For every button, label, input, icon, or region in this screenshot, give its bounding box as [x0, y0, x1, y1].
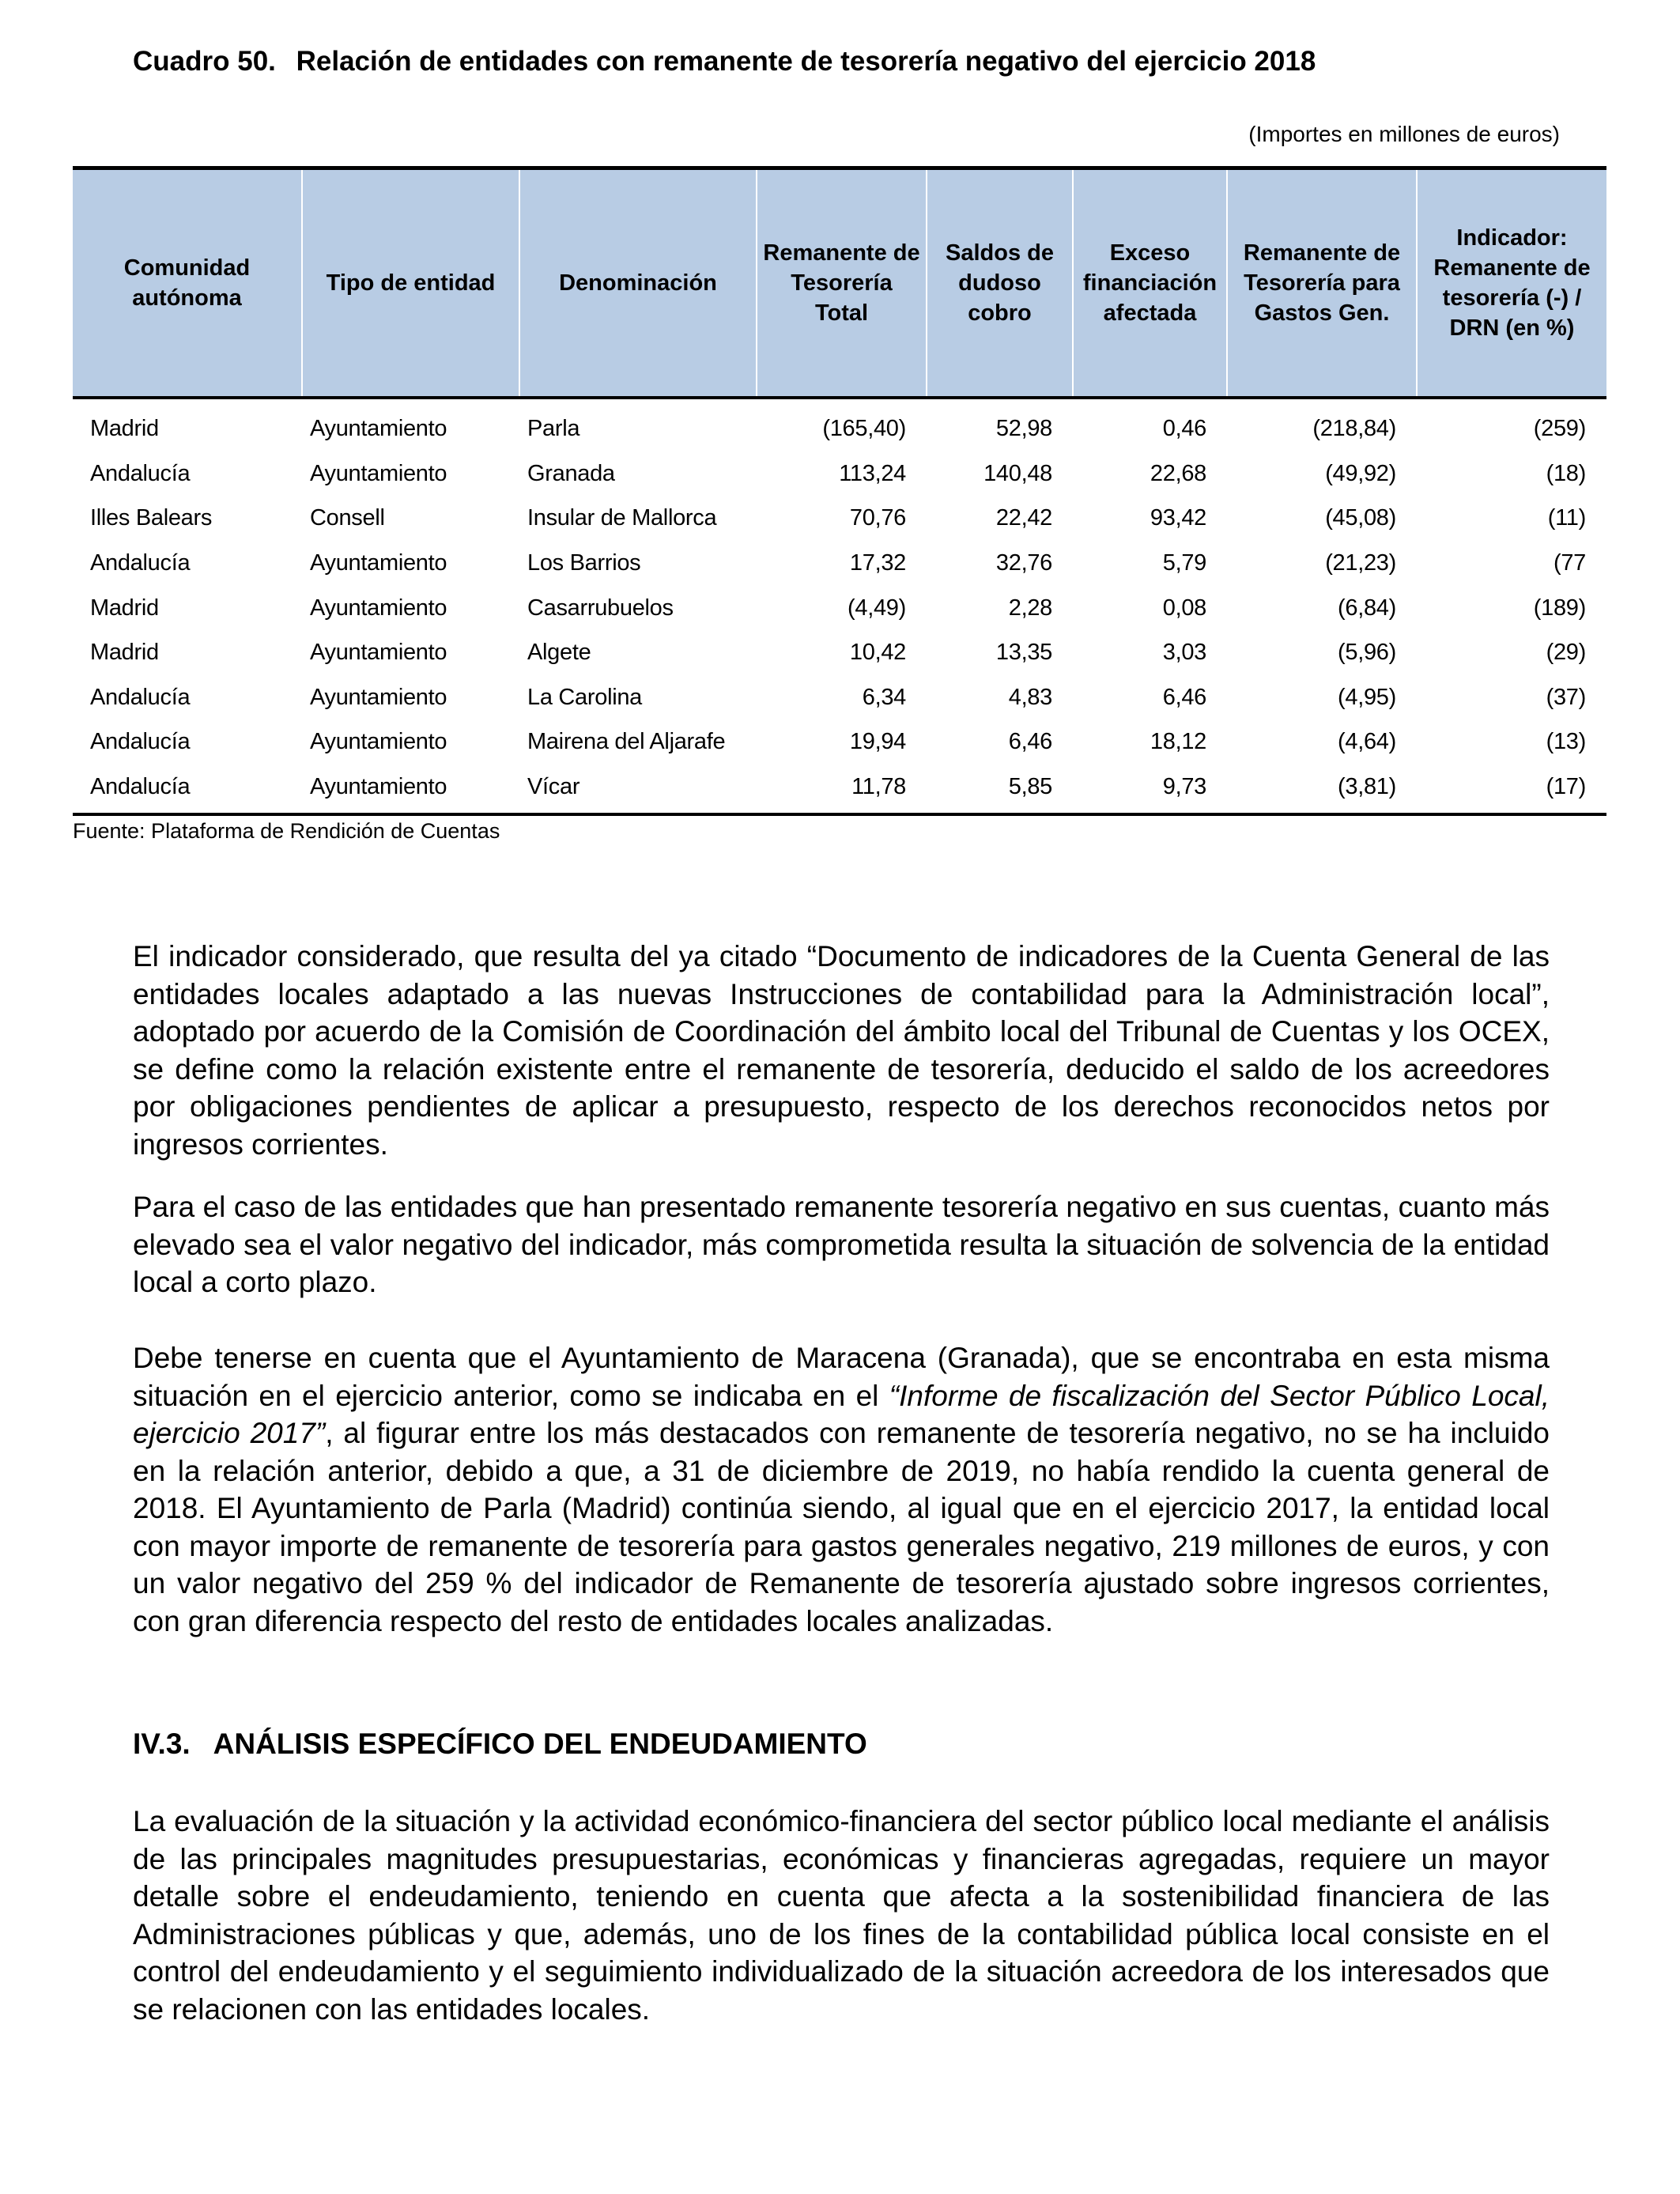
table-cell: 32,76	[995, 550, 1052, 576]
table-cell: Insular de Mallorca	[527, 505, 717, 531]
table-cell: Ayuntamiento	[310, 595, 447, 621]
table-cell: 11,78	[757, 765, 927, 814]
paragraph-3-text-b: , al figurar entre los más destacados con remanente de tesorería negativo, no se ha incluido en la relación anterior, debido a que, a 31 de diciembre de 2019, no había rendido la cuenta general de 2018. El Ayuntamiento de Parla (Madrid) continúa siendo, al igual que en el ejercicio 2017, la entidad local con mayor importe de remanente de tesorería para gastos generales negativo, 219 millones de euros, y con un valor negativo del 259 % del indicador de Remanente de tesorería ajustado sobre ingresos corrientes, con gran diferencia respecto del resto de entidades locales analizadas.	[133, 1417, 1550, 1637]
table-cell: 9,73	[1073, 765, 1227, 814]
table-cell: (165,40)	[822, 416, 906, 442]
table-cell: (189)	[1533, 595, 1586, 621]
table-cell: 0,08	[1162, 595, 1206, 621]
table-cell: 19,94	[849, 729, 906, 755]
table-cell: (37)	[1546, 684, 1586, 710]
table-row	[73, 541, 1606, 586]
table-cell: 6,46	[1008, 729, 1052, 755]
table-body	[73, 398, 1606, 814]
table-cell: Andalucía	[90, 684, 191, 710]
paragraph-3-report-title: “Informe de fiscalización del Sector Público Local, ejercicio 2017”	[133, 1379, 1550, 1449]
table-cell: Andalucía	[73, 765, 302, 814]
table-source: Fuente: Plataforma de Rendición de Cuentas	[73, 819, 500, 843]
header-row	[73, 168, 1606, 398]
table-cell: Parla	[527, 416, 580, 442]
table-row	[73, 451, 1606, 497]
paragraph-1: El indicador considerado, que resulta del ya citado “Documento de indicadores de la Cuenta General de las entidades locales adaptado a las nuevas Instrucciones de contabilidad para la Administración local”, adoptado por acuerdo de la Comisión de Coordinación del ámbito local del Tribunal de Cuentas y los OCEX, se define como la relación existente entre el remanente de tesorería, deducido el saldo de los acreedores por obligaciones pendientes de aplicar a presupuesto, respecto de los derechos reconocidos netos por ingresos corrientes.	[133, 940, 1550, 1161]
section-number: IV.3.	[133, 1728, 191, 1760]
table-cell: Ayuntamiento	[310, 416, 447, 442]
table-cell: 0,46	[1162, 416, 1206, 442]
table-cell: (259)	[1533, 416, 1586, 442]
header-cell: Remanente de Tesorería Total	[757, 168, 927, 398]
table-cell: Andalucía	[90, 550, 191, 576]
table-cell: 113,24	[839, 460, 906, 486]
header-cell: Tipo de entidad	[302, 168, 519, 398]
table-cell: (4,64)	[1338, 729, 1396, 755]
table-cell: Consell	[310, 505, 385, 531]
table-cell: Casarrubuelos	[527, 595, 674, 621]
table-cell: (4,95)	[1338, 684, 1396, 710]
table-cell: 17,32	[849, 550, 906, 576]
table-cell: (6,84)	[1338, 595, 1396, 621]
paragraph-2: Para el caso de las entidades que han presentado remanente tesorería negativo en sus cuentas, cuanto más elevado sea el valor negativo del indicador, más comprometida resulta la situación de solvencia de la entidad local a corto plazo.	[133, 1191, 1550, 1298]
table-cell: 93,42	[1150, 505, 1206, 531]
table-cell: Illes Balears	[90, 505, 213, 531]
header-cell: Remanente de Tesorería para Gastos Gen.	[1227, 168, 1417, 398]
data-table	[73, 166, 1606, 816]
table-cell: 70,76	[849, 505, 906, 531]
table-cell: Granada	[527, 460, 615, 486]
table-cell: 52,98	[995, 416, 1052, 442]
table-cell: Madrid	[90, 595, 159, 621]
header-cell: Exceso financiación afectada	[1073, 168, 1227, 398]
caption-number: Cuadro 50.	[133, 46, 276, 77]
table-cell: Andalucía	[90, 729, 191, 755]
table-cell: (218,84)	[1312, 416, 1396, 442]
table-cell: (21,23)	[1325, 550, 1396, 576]
table-cell: 6,34	[862, 684, 906, 710]
table-row	[73, 497, 1606, 542]
header-cell: Indicador: Remanente de tesorería (-) / DRN (en %)	[1417, 168, 1606, 398]
table-cell: 6,46	[1162, 684, 1206, 710]
table-cell: Andalucía	[90, 460, 191, 486]
table-cell: (18)	[1546, 460, 1586, 486]
paragraph-4: La evaluación de la situación y la actividad económico-financiera del sector público local mediante el análisis de las principales magnitudes presupuestarias, económicas y financieras agregadas, requiere un mayor detalle sobre el endeudamiento, teniendo en cuenta que afecta a la sostenibilidad financiera de las Administraciones públicas y que, además, uno de los fines de la contabilidad pública local consiste en el control del endeudamiento y el seguimiento individualizado de la situación acreedora de los interesados que se relacionen con las entidades locales.	[133, 1805, 1550, 2026]
header-cell: Saldos de dudoso cobro	[927, 168, 1073, 398]
units-note: (Importes en millones de euros)	[1248, 122, 1560, 146]
table-cell: Ayuntamiento	[302, 765, 519, 814]
table-header	[73, 168, 1606, 398]
table-cell: (29)	[1546, 640, 1586, 666]
table-row	[73, 720, 1606, 765]
table-cell: La Carolina	[527, 684, 643, 710]
table-cell: Mairena del Aljarafe	[527, 729, 726, 755]
table-row	[73, 586, 1606, 631]
table-cell: (45,08)	[1325, 505, 1396, 531]
table-row	[73, 630, 1606, 675]
table-cell: (11)	[1547, 505, 1586, 531]
table-row	[73, 398, 1606, 452]
table-cell: 18,12	[1150, 729, 1206, 755]
table-cell: 2,28	[1008, 595, 1052, 621]
paragraph-3	[133, 1339, 1550, 1640]
table-cell: 13,35	[995, 640, 1052, 666]
table-row	[73, 675, 1606, 720]
header-cell: Denominación	[519, 168, 757, 398]
table-cell: (77	[1553, 550, 1586, 576]
table-cell: Ayuntamiento	[310, 640, 447, 666]
table-cell: 22,42	[995, 505, 1052, 531]
table-caption	[133, 46, 1572, 77]
table-cell: 3,03	[1162, 640, 1206, 666]
table-cell: 5,79	[1162, 550, 1206, 576]
data-table-container	[73, 166, 1606, 816]
table-row	[73, 765, 1606, 814]
table-cell: 5,85	[927, 765, 1073, 814]
table-cell: Madrid	[90, 640, 159, 666]
table-cell: (3,81)	[1227, 765, 1417, 814]
table-cell: Ayuntamiento	[310, 550, 447, 576]
table-cell: (5,96)	[1338, 640, 1396, 666]
table-cell: Vícar	[519, 765, 757, 814]
table-cell: Madrid	[90, 416, 159, 442]
section-title: ANÁLISIS ESPECÍFICO DEL ENDEUDAMIENTO	[213, 1728, 867, 1760]
table-cell: (49,92)	[1325, 460, 1396, 486]
table-cell: 140,48	[983, 460, 1052, 486]
paragraph-3-text-a: Debe tenerse en cuenta que el Ayuntamiento de Maracena (Granada), que se encontraba en esta misma situación en el ejercicio anterior, como se indicaba en el	[133, 1342, 1550, 1412]
table-cell: 4,83	[1008, 684, 1052, 710]
table-cell: (17)	[1417, 765, 1606, 814]
table-cell: Los Barrios	[527, 550, 641, 576]
table-cell: 10,42	[849, 640, 906, 666]
table-cell: (4,49)	[848, 595, 906, 621]
table-cell: Ayuntamiento	[310, 684, 447, 710]
caption-title: Relación de entidades con remanente de tesorería negativo del ejercicio 2018	[296, 46, 1316, 77]
table-cell: Ayuntamiento	[310, 729, 447, 755]
section-heading	[133, 1728, 867, 1761]
header-cell: Comunidad autónoma	[73, 168, 302, 398]
table-cell: Algete	[527, 640, 591, 666]
table-cell: (13)	[1546, 729, 1586, 755]
table-cell: 22,68	[1150, 460, 1206, 486]
table-cell: Ayuntamiento	[310, 460, 447, 486]
